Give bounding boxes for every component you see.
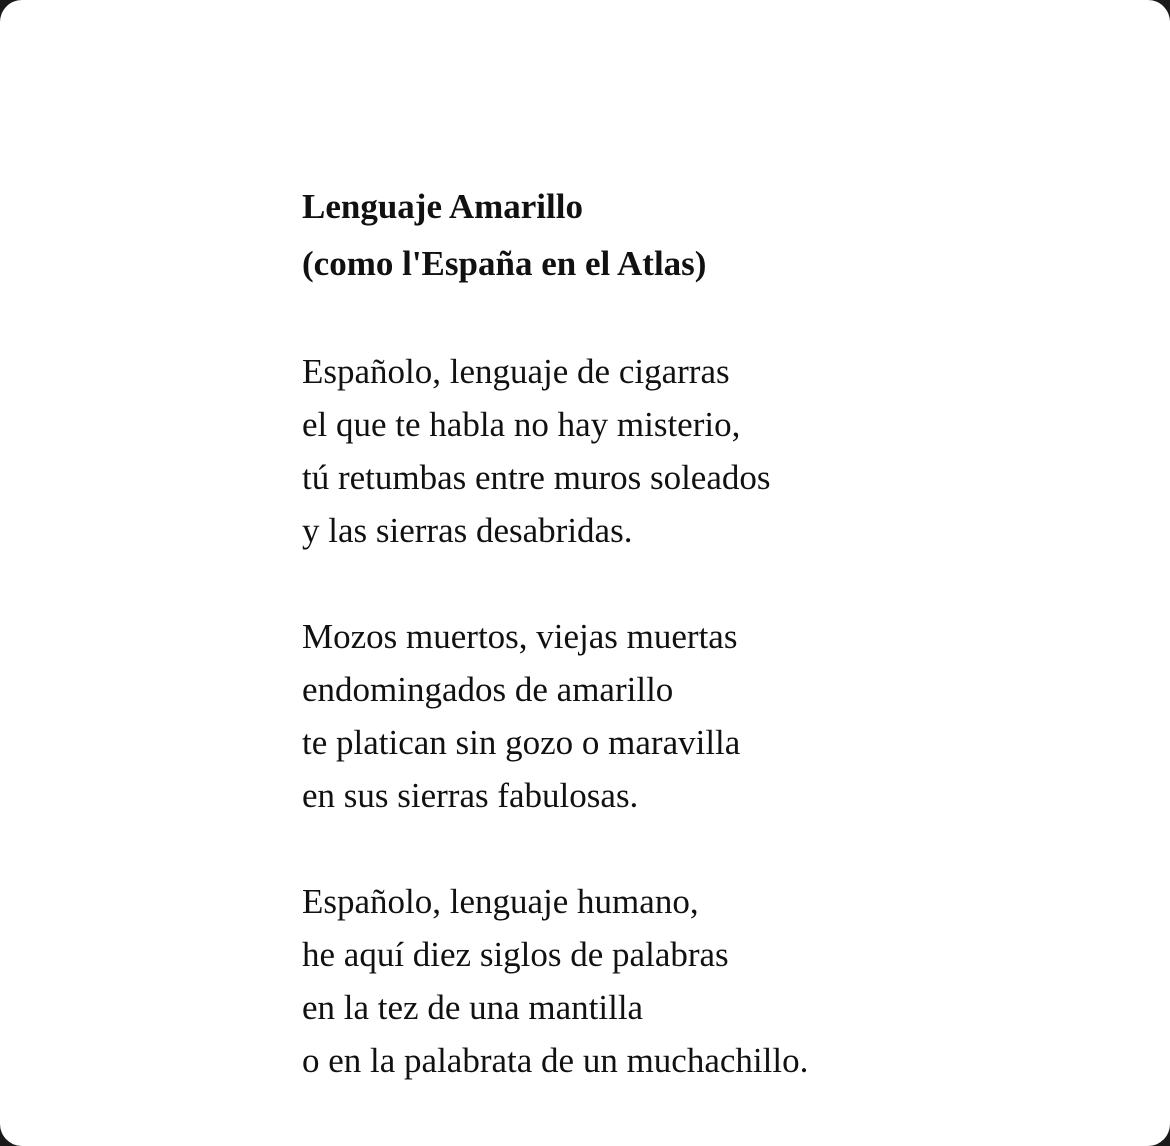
verse-line: Españolo, lenguaje humano, <box>302 882 699 921</box>
poem-title: Lenguaje Amarillo <box>302 187 583 226</box>
verse-line: o en la palabrata de un muchachillo. <box>302 1041 809 1080</box>
verse-line: y las sierras desabridas. <box>302 511 633 550</box>
verse-line: en la tez de una mantilla <box>302 988 644 1027</box>
poem <box>302 178 808 1087</box>
verse-line: endomingados de amarillo <box>302 670 674 709</box>
verse-line: en sus sierras fabulosas. <box>302 776 639 815</box>
verse-line: tú retumbas entre muros soleados <box>302 458 771 497</box>
stanza-1 <box>302 345 808 557</box>
verse-line: el que te habla no hay misterio, <box>302 405 741 444</box>
poem-subtitle: (como l'España en el Atlas) <box>302 244 707 283</box>
verse-line: Españolo, lenguaje de cigarras <box>302 352 730 391</box>
poem-title-block <box>302 178 808 292</box>
verse-line: Mozos muertos, viejas muertas <box>302 617 738 656</box>
verse-line: te platican sin gozo o maravilla <box>302 723 741 762</box>
stanza-2 <box>302 610 808 822</box>
stanza-3 <box>302 875 808 1087</box>
verse-line: he aquí diez siglos de palabras <box>302 935 729 974</box>
